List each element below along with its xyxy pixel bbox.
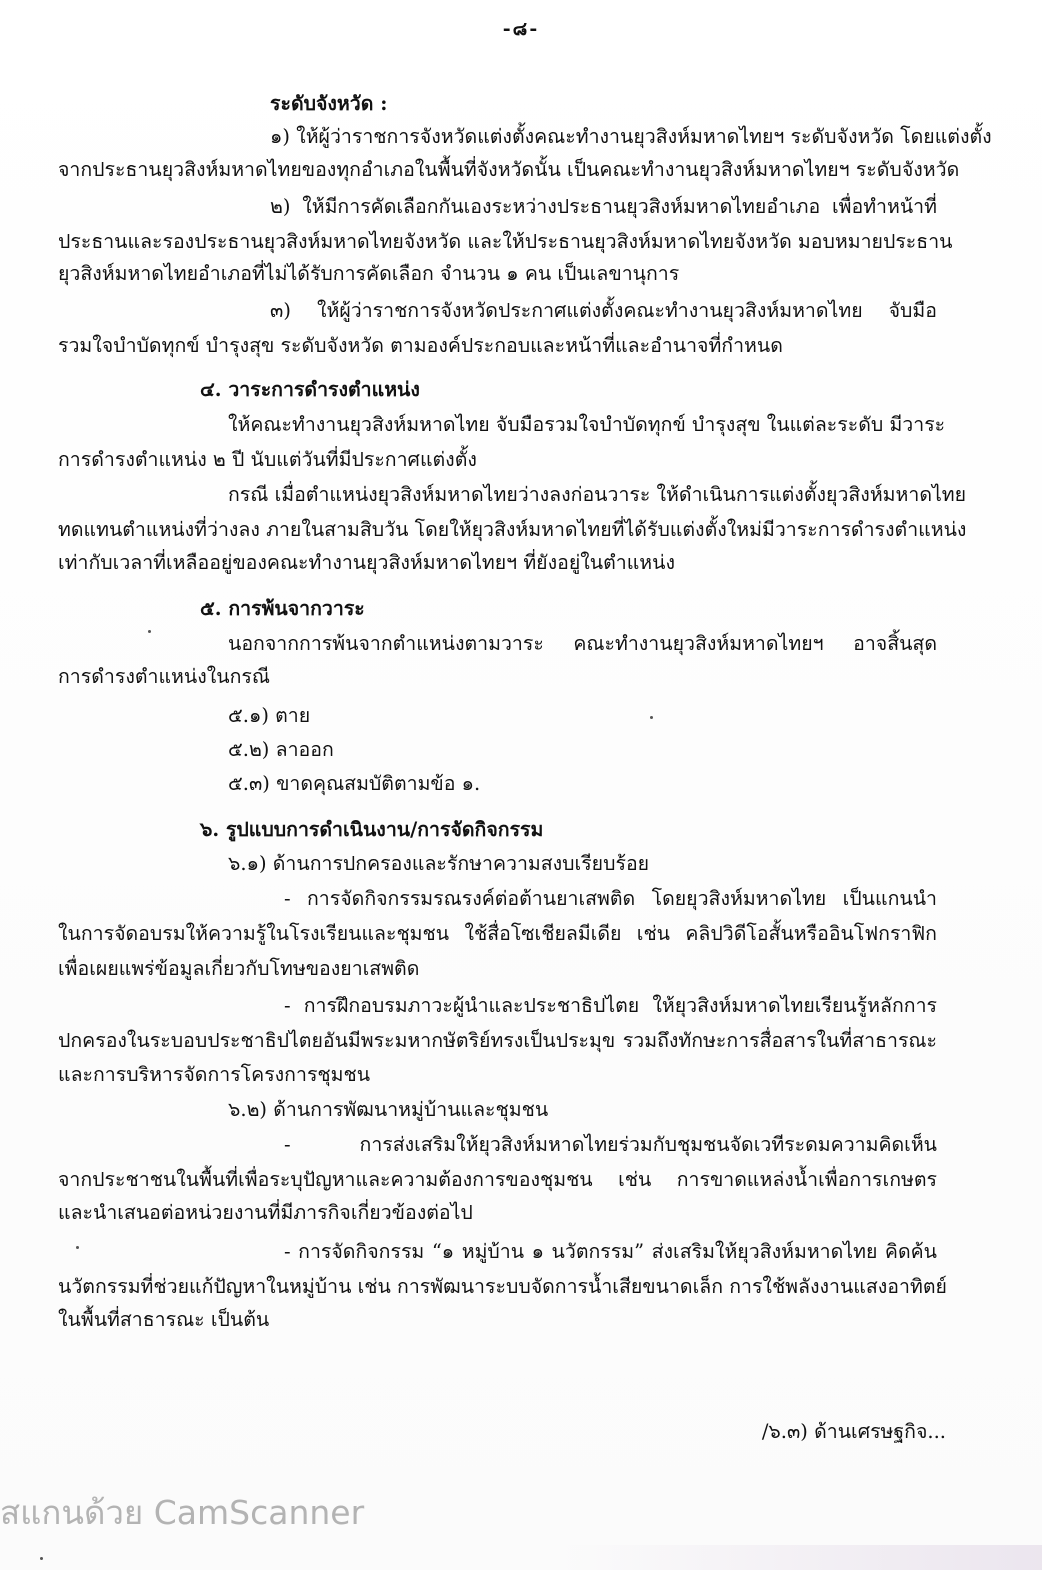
paragraph-line: การดำรงตำแหน่งในกรณี: [58, 665, 270, 688]
paragraph-line: เพื่อเผยแพร่ข้อมูลเกี่ยวกับโทษของยาเสพติด: [58, 957, 420, 980]
heading-section-5: ๕. การพ้นจากวาระ: [200, 597, 365, 620]
paragraph-line: - การจัดกิจกรรม “๑ หมู่บ้าน ๑ นวัตกรรม” ส่งเสริมให้ยุวสิงห์มหาดไทย คิดค้น: [284, 1240, 937, 1263]
scan-speck: [76, 1246, 79, 1249]
paragraph-line: ๑) ให้ผู้ว่าราชการจังหวัดแต่งตั้งคณะทำงานยุวสิงห์มหาดไทยฯ ระดับจังหวัด โดยแต่งตั้ง: [270, 125, 992, 148]
next-page-reference: /๖.๓) ด้านเศรษฐกิจ...: [761, 1420, 946, 1443]
paragraph-line: นวัตกรรมที่ช่วยแก้ปัญหาในหมู่บ้าน เช่น การพัฒนาระบบจัดการน้ำเสียขนาดเล็ก การใช้พลังงานแสงอาทิตย์: [58, 1275, 947, 1298]
paragraph-line: - การฝึกอบรมภาวะผู้นำและประชาธิปไตย ให้ยุวสิงห์มหาดไทยเรียนรู้หลักการ: [284, 994, 937, 1017]
subheading: ๖.๑) ด้านการปกครองและรักษาความสงบเรียบร้อย: [228, 852, 650, 875]
paragraph-line: จากประชาชนในพื้นที่เพื่อระบุปัญหาและความต้องการของชุมชน เช่น การขาดแหล่งน้ำเพื่อการเกษตร: [58, 1168, 937, 1191]
scan-speck: [148, 630, 151, 633]
paragraph-line: ๒) ให้มีการคัดเลือกกันเองระหว่างประธานยุวสิงห์มหาดไทยอำเภอ เพื่อทำหน้าที่: [270, 195, 937, 218]
scan-speck: [650, 716, 653, 719]
page-number: -๘-: [502, 18, 540, 40]
paragraph-line: จากประธานยุวสิงห์มหาดไทยของทุกอำเภอในพื้นที่จังหวัดนั้น เป็นคณะทำงานยุวสิงห์มหาดไทยฯ ระดับจังหวัด: [58, 158, 960, 181]
paragraph-line: ให้คณะทำงานยุวสิงห์มหาดไทย จับมือรวมใจบำบัดทุกข์ บำรุงสุข ในแต่ละระดับ มีวาระ: [228, 413, 946, 436]
paragraph-line: - การส่งเสริมให้ยุวสิงห์มหาดไทยร่วมกับชุมชนจัดเวทีระดมความคิดเห็น: [284, 1133, 937, 1156]
heading-provincial-level: ระดับจังหวัด :: [270, 92, 388, 115]
scan-edge-shadow: [560, 1545, 1042, 1570]
paragraph-line: รวมใจบำบัดทุกข์ บำรุงสุข ระดับจังหวัด ตามองค์ประกอบและหน้าที่และอำนาจที่กำหนด: [58, 334, 783, 357]
subheading: ๖.๒) ด้านการพัฒนาหมู่บ้านและชุมชน: [228, 1098, 549, 1121]
paragraph-line: การดำรงตำแหน่ง ๒ ปี นับแต่วันที่มีประกาศแต่งตั้ง: [58, 448, 477, 471]
camscanner-watermark: สแกนด้วย CamScanner: [0, 1493, 365, 1532]
list-item: ๕.๓) ขาดคุณสมบัติตามข้อ ๑.: [228, 772, 481, 795]
paragraph-line: ปกครองในระบอบประชาธิปไตยอันมีพระมหากษัตริย์ทรงเป็นประมุข รวมถึงทักษะการสื่อสารในที่สาธารณะ: [58, 1029, 937, 1052]
paragraph-line: กรณี เมื่อตำแหน่งยุวสิงห์มหาดไทยว่างลงก่อนวาระ ให้ดำเนินการแต่งตั้งยุวสิงห์มหาดไทย: [228, 483, 967, 506]
paragraph-line: ทดแทนตำแหน่งที่ว่างลง ภายในสามสิบวัน โดยให้ยุวสิงห์มหาดไทยที่ได้รับแต่งตั้งใหม่มีวาระการดำรงตำแหน่ง: [58, 518, 967, 541]
list-item: ๕.๑) ตาย: [228, 704, 311, 727]
paragraph-line: และการบริหารจัดการโครงการชุมชน: [58, 1063, 371, 1086]
paragraph-line: ในพื้นที่สาธารณะ เป็นต้น: [58, 1308, 270, 1331]
paragraph-line: เท่ากับเวลาที่เหลืออยู่ของคณะทำงานยุวสิงห์มหาดไทยฯ ที่ยังอยู่ในตำแหน่ง: [58, 551, 676, 574]
heading-section-4: ๔. วาระการดำรงตำแหน่ง: [200, 378, 420, 401]
paragraph-line: ประธานและรองประธานยุวสิงห์มหาดไทยจังหวัด และให้ประธานยุวสิงห์มหาดไทยจังหวัด มอบหมายประธาน: [58, 230, 953, 253]
scan-speck: [40, 1557, 43, 1560]
heading-section-6: ๖. รูปแบบการดำเนินงาน/การจัดกิจกรรม: [200, 818, 544, 841]
paragraph-line: และนำเสนอต่อหน่วยงานที่มีภารกิจเกี่ยวข้องต่อไป: [58, 1201, 473, 1224]
paragraph-line: นอกจากการพ้นจากตำแหน่งตามวาระ คณะทำงานยุวสิงห์มหาดไทยฯ อาจสิ้นสุด: [228, 632, 937, 655]
paragraph-line: ๓) ให้ผู้ว่าราชการจังหวัดประกาศแต่งตั้งคณะทำงานยุวสิงห์มหาดไทย จับมือ: [270, 299, 937, 322]
paragraph-line: ยุวสิงห์มหาดไทยอำเภอที่ไม่ได้รับการคัดเลือก จำนวน ๑ คน เป็นเลขานุการ: [58, 262, 680, 285]
list-item: ๕.๒) ลาออก: [228, 738, 334, 761]
paragraph-line: ในการจัดอบรมให้ความรู้ในโรงเรียนและชุมชน ใช้สื่อโซเชียลมีเดีย เช่น คลิปวิดีโอสั้นหรืออินโฟกราฟิก: [58, 922, 937, 945]
paragraph-line: - การจัดกิจกรรมรณรงค์ต่อต้านยาเสพติด โดยยุวสิงห์มหาดไทย เป็นแกนนำ: [284, 887, 937, 910]
